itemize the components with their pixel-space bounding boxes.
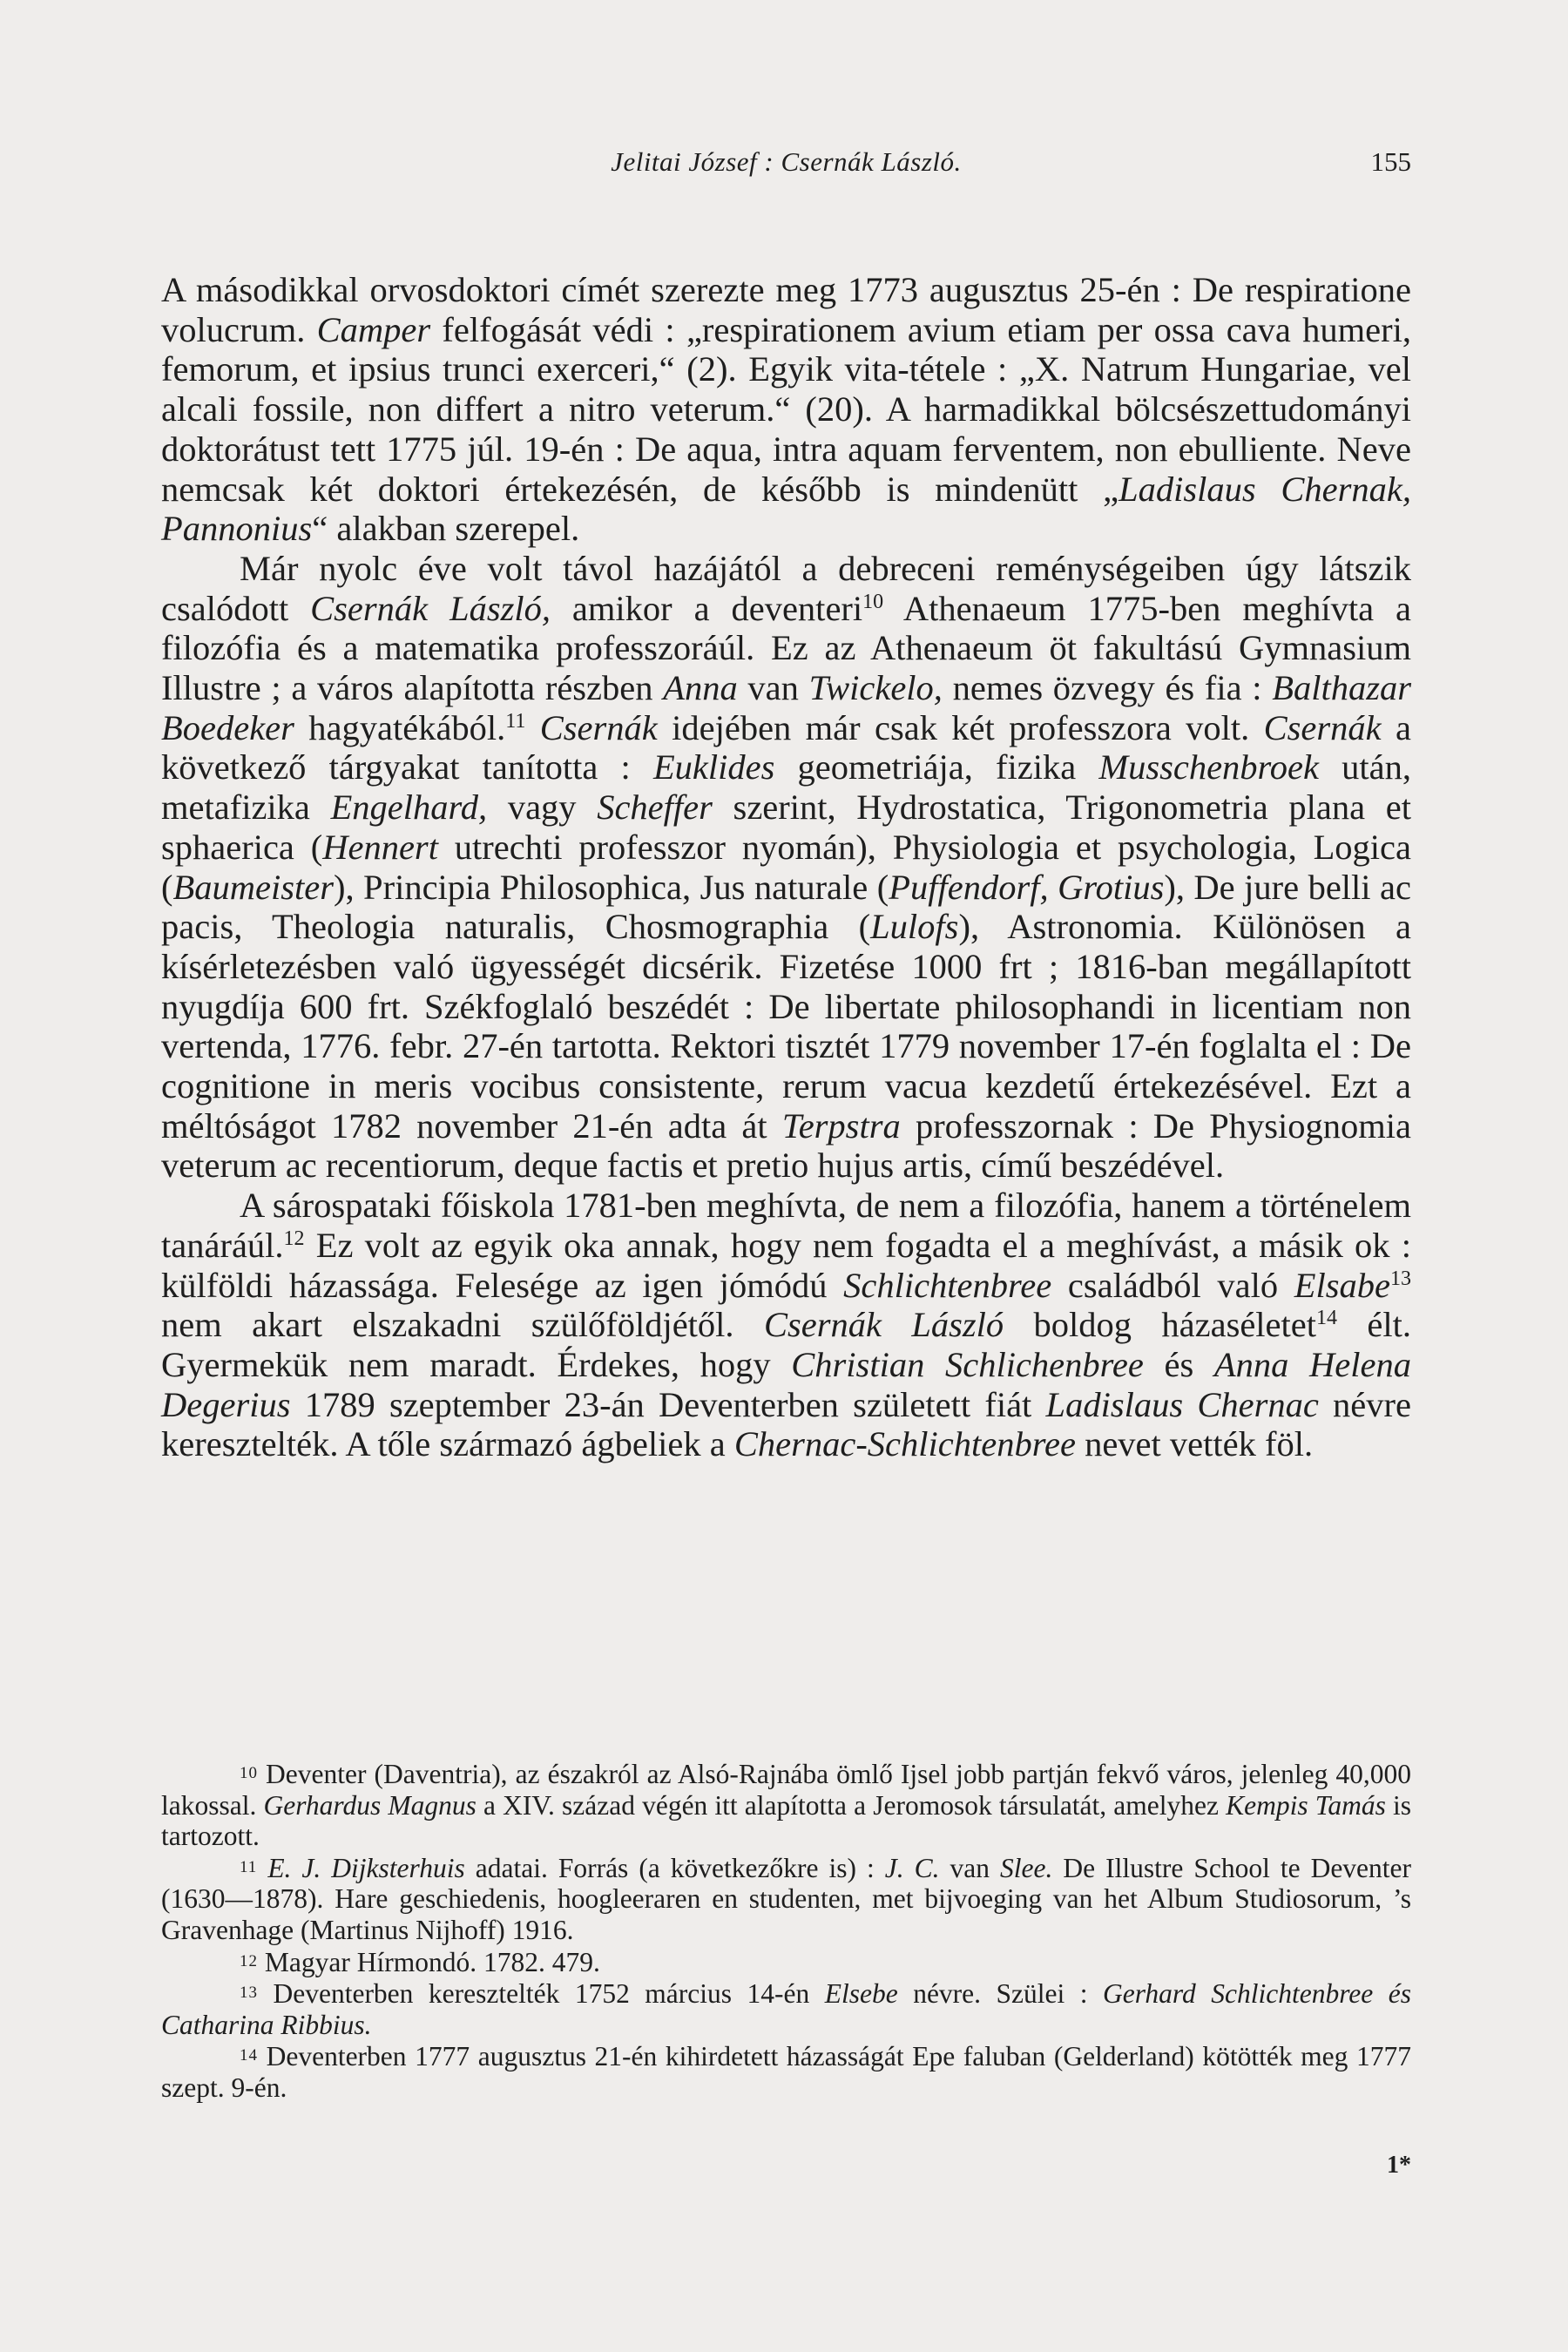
text-run: geometriája, fizika — [774, 747, 1099, 787]
footnote-reference: 12 — [283, 1227, 305, 1250]
italic-text: Chernac-Schlichtenbree — [733, 1424, 1076, 1464]
footnote-number: 11 — [240, 1857, 258, 1876]
text-run: a következő tárgyakat tanította : — [161, 707, 1411, 787]
text-run: A sárospataki főiskola 1781-ben meghívta, de nem a filozófia, hanem a történelem tanáráúl. — [161, 1186, 1411, 1265]
footnotes — [161, 1758, 1411, 2104]
text-run: Ez volt az egyik oka annak, hogy nem fogadta el a meghívást, a másik ok : külföldi házassága. Felesége az igen jómódú — [161, 1225, 1411, 1305]
text-run: van — [737, 668, 809, 708]
text-run: utrechti professzor nyomán), Physiologia et psychologia, Logica ( — [161, 827, 1412, 907]
text-run: névre. Szülei : — [897, 1978, 1103, 2010]
italic-text: Gerhard Schlichtenbree és Catharina Ribbius. — [161, 1978, 1411, 2040]
footnote — [161, 1758, 1411, 1852]
italic-text: Twickelo, — [808, 668, 943, 708]
text-run: névre keresztelték. A tőle származó ágbeliek a — [161, 1384, 1411, 1464]
italic-text: Euklides — [652, 747, 775, 787]
text-run: szerint, Hydrostatica, Trigonometria plana et sphaerica ( — [161, 787, 1411, 867]
footnote-reference: 10 — [862, 590, 884, 613]
footnote-reference: 14 — [1316, 1307, 1338, 1330]
italic-text: Kempis Tamás — [1226, 1789, 1386, 1821]
footnote-reference: 11 — [505, 709, 526, 733]
text-run: “ alakban szerepel. — [312, 509, 580, 549]
text-run: nevet vették föl. — [1075, 1424, 1314, 1464]
page-number: 155 — [1370, 146, 1411, 177]
text-run: Deventerben 1777 augusztus 21-én kihirdetett házasságát Epe faluban (Gelderland) kötötték meg 1777 szept. 9-én. — [161, 2041, 1412, 2103]
text-run: Már nyolc éve volt távol hazájától a debreceni reménységeiben úgy látszik csalódott — [161, 548, 1411, 628]
text-run — [525, 708, 539, 747]
text-run: adatai. Forrás (a következőkre is) : — [464, 1852, 885, 1883]
text-run: nemes özvegy és fia : — [942, 668, 1273, 708]
italic-text: Lulofs — [870, 907, 959, 947]
printer-signature-mark: 1* — [1387, 2152, 1411, 2179]
italic-text: Csernák László, — [310, 588, 551, 628]
italic-text: Baumeister — [172, 867, 334, 907]
footnote — [161, 1946, 1411, 1978]
italic-text: Anna — [663, 668, 738, 708]
italic-text: Hennert — [322, 827, 438, 867]
footnote-number: 13 — [240, 1984, 258, 2003]
text-run: amikor a deventeri — [551, 588, 863, 628]
text-run: és — [1143, 1344, 1214, 1384]
italic-text: Ladislaus Chernac — [1045, 1384, 1319, 1424]
italic-text: Csernák — [539, 707, 658, 747]
italic-text: Musschenbroek — [1098, 747, 1319, 787]
text-run: vagy — [487, 787, 598, 828]
text-run: van — [939, 1852, 1000, 1883]
footnote — [161, 2040, 1411, 2103]
footnote-number: 14 — [240, 2046, 258, 2065]
italic-text: Schlichtenbree — [843, 1265, 1052, 1305]
italic-text: Csernák László — [763, 1305, 1004, 1345]
italic-text: Puffendorf, Grotius — [889, 867, 1165, 907]
text-run: is tartozott. — [161, 1789, 1412, 1852]
italic-text: Elsabe — [1294, 1265, 1390, 1305]
text-run: boldog házaséletet — [1004, 1305, 1317, 1345]
footnote-number: 10 — [240, 1764, 258, 1782]
text-run: De Illustre School te Deventer (1630—1878). Hare geschiedenis, hoogleeraren en studenten, met bijvoeging van het Album Studiosorum, ’s Gravenhage (Martinus Nijhoff) 1916. — [161, 1852, 1412, 1945]
text-run: ), Astronomia. Különösen a kísérletezésben való ügyességét dicsérik. Fizetése 1000 frt ; 1816-ban megállapított nyugdíja 600 frt. Székfoglaló beszédét : De libertate philosophandi in licentiam non vertenda, 1776. febr. 27-én tartotta. Rektori tisztét 1779 november 17-én foglalta el : De cognitione in meris vocibus consistente, rerum vacua kezdetű értekezésével. Ezt a méltóságot 1782 november 21-én adta át — [161, 907, 1411, 1146]
text-run: Magyar Hírmondó. 1782. 479. — [264, 1946, 600, 1977]
footnote — [161, 1977, 1411, 2040]
text-run: családból való — [1051, 1265, 1294, 1305]
text-run: felfogását védi : „respirationem avium etiam per ossa cava humeri, femorum, et ipsius trunci exerceri,“ (2). Egyik vita-tétele : „X. Natrum Hungariae, vel alcali fossile, non differt a nitro veterum.“ (20). A harmadikkal bölcsészettudományi doktorátust tett 1775 júl. 19-én : De aqua, intra aquam ferventem, non ebulliente. Neve nemcsak két doktori értekezésén, de később is mindenütt „ — [161, 309, 1412, 509]
text-run: a XIV. század végén itt alapította a Jeromosok társulatát, amelyhez — [476, 1789, 1227, 1821]
footnote-number: 12 — [240, 1951, 258, 1970]
italic-text: Christian Schlichenbree — [791, 1344, 1144, 1384]
italic-text: E. J. Dijksterhuis — [267, 1852, 465, 1883]
page-header — [161, 146, 1411, 190]
footnote-reference: 13 — [1390, 1267, 1411, 1290]
text-run: után, metafizika — [161, 747, 1412, 828]
italic-text: Camper — [316, 309, 431, 349]
italic-text: Anna Helena Degerius — [161, 1344, 1411, 1424]
text-run: élt. Gyermekük nem maradt. Érdekes, hogy — [161, 1305, 1411, 1384]
text-run: Athenaeum 1775-ben meghívta a filozófia és a matematika professzoráúl. Ez az Athenaeum öt fakultású Gymnasium Illustre ; a város alapította részben — [161, 588, 1411, 708]
text-run: professzornak : De Physiognomia veterum ac recentiorum, deque factis et pretio hujus artis, című beszédével. — [161, 1105, 1412, 1186]
italic-text: Scheffer — [597, 787, 713, 828]
text-run: ), Principia Philosophica, Jus naturale ( — [333, 867, 889, 907]
italic-text: J. C. — [884, 1852, 940, 1883]
italic-text: Csernák — [1263, 707, 1382, 747]
text-run: ), De jure belli ac pacis, Theologia naturalis, Chosmographia ( — [161, 867, 1411, 947]
footnote — [161, 1852, 1411, 1946]
text-run: 1789 szeptember 23-án Deventerben született fiát — [290, 1384, 1046, 1424]
text-run: nem akart elszakadni szülőföldjétől. — [161, 1305, 764, 1345]
text-run: A másodikkal orvosdoktori címét szerezte meg 1773 augusztus 25-én : De respiratione volucrum. — [161, 270, 1411, 349]
text-run: Deventerben keresztelték 1752 március 14-én — [273, 1978, 825, 2010]
italic-text: Balthazar Boedeker — [161, 668, 1411, 747]
text-run: Deventer (Daventria), az északról az Alsó-Rajnába ömlő Ijsel jobb partján fekvő város, jelenleg 40,000 lakossal. — [161, 1759, 1411, 1821]
paragraph — [161, 1186, 1411, 1464]
paragraph — [161, 270, 1411, 549]
italic-text: Terpstra — [781, 1105, 901, 1146]
text-run: idejében már csak két professzora volt. — [657, 707, 1264, 747]
italic-text: Ladislaus Chernak, Pannonius — [161, 469, 1412, 549]
text-run: hagyatékából. — [294, 707, 506, 747]
main-text — [161, 270, 1411, 1464]
italic-text: Elsebe — [824, 1978, 898, 2010]
paragraph — [161, 549, 1411, 1186]
running-title: Jelitai József : Csernák László. — [611, 146, 962, 177]
italic-text: Engelhard, — [330, 787, 488, 828]
italic-text: Gerhardus Magnus — [263, 1789, 476, 1821]
italic-text: Slee. — [1000, 1852, 1053, 1883]
